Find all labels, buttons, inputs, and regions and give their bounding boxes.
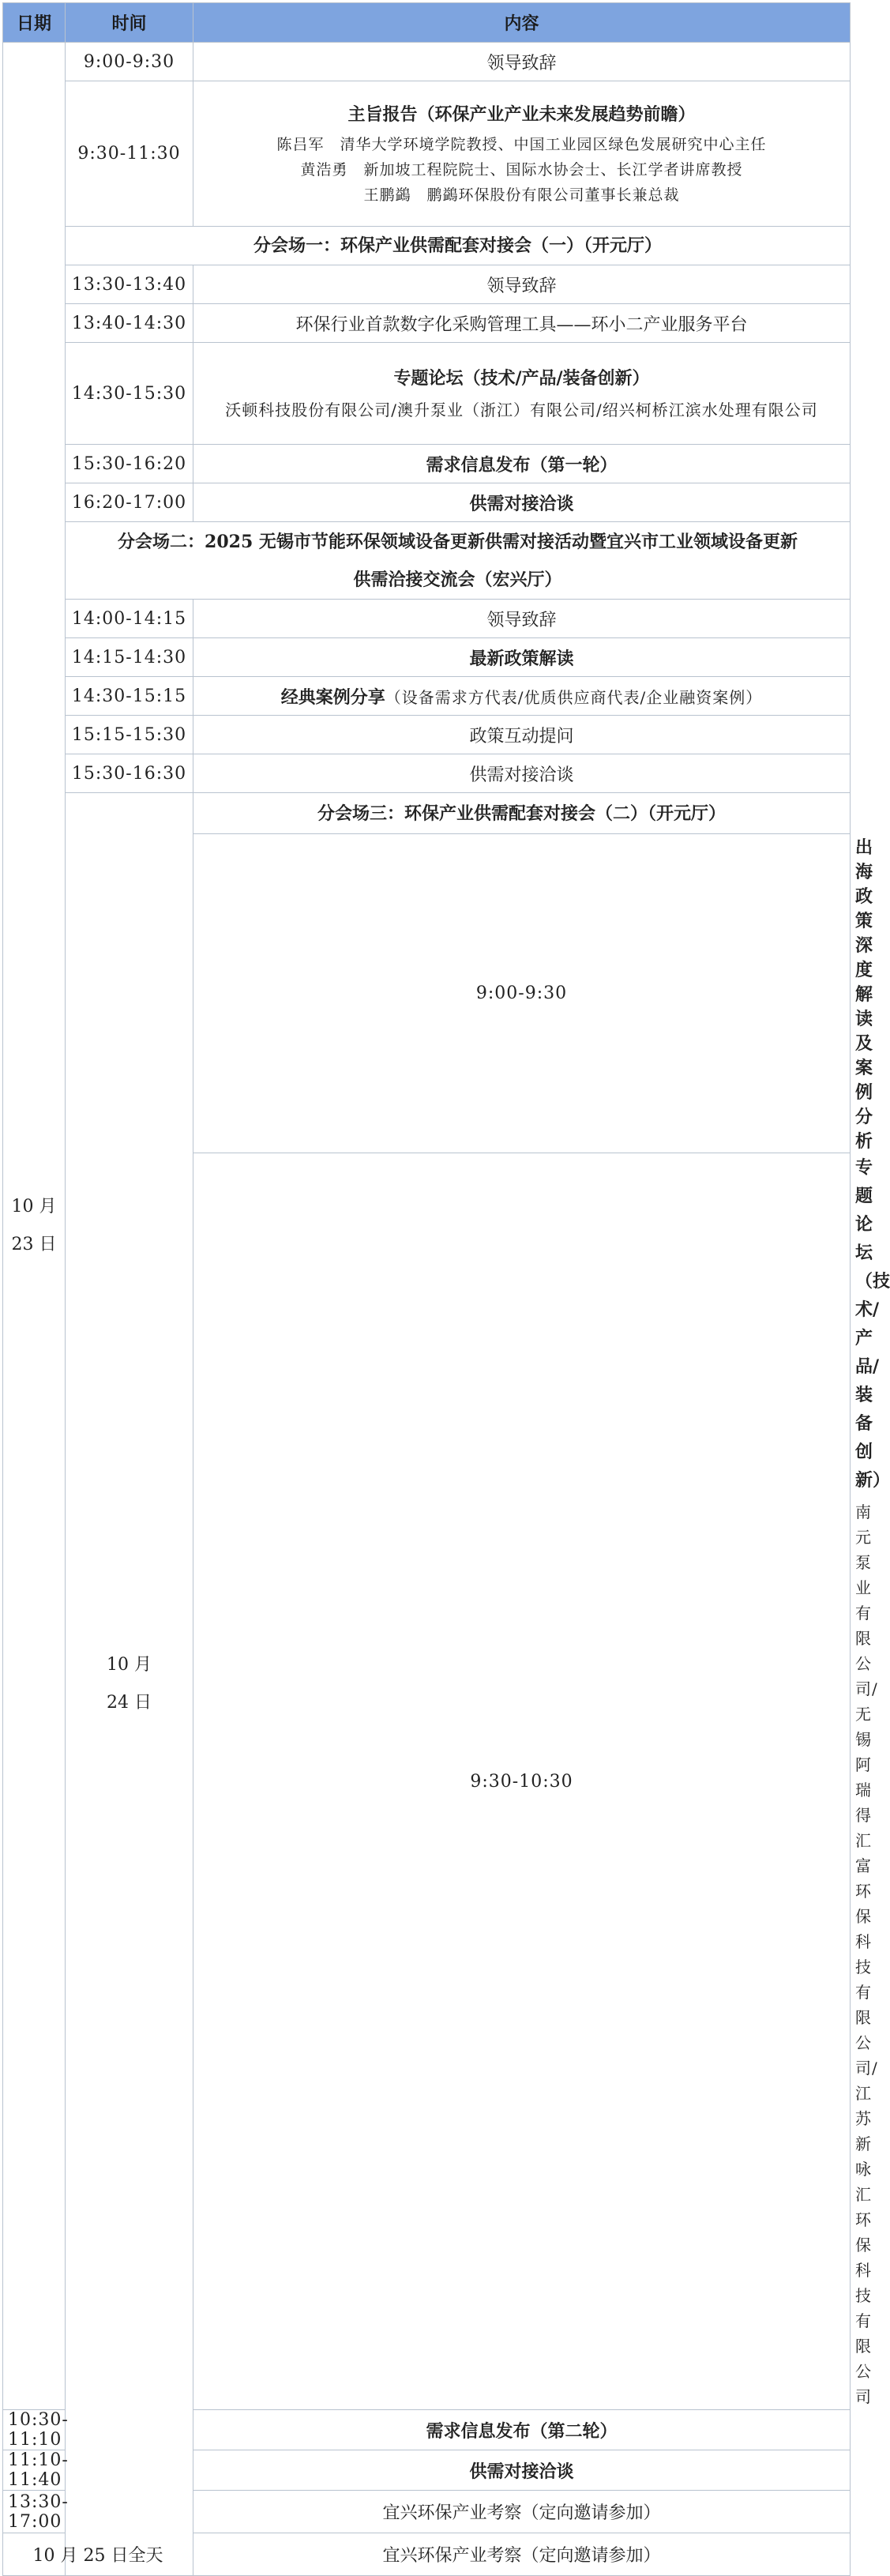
table-row: [3, 2533, 851, 2576]
header-row: [3, 3, 851, 43]
table-row: [3, 445, 851, 483]
time-cell: 9:00-9:30: [193, 834, 851, 1153]
content-cell: 需求信息发布（第二轮）: [193, 2410, 851, 2450]
date-day: 23 日: [11, 1235, 57, 1254]
speaker-line: 王鹏鷁 鹏鷁环保股份有限公司董事长兼总裁: [363, 186, 680, 204]
content-cell: [193, 81, 851, 227]
speaker-line: 黄浩勇 新加坡工程院院士、国际水协会士、长江学者讲席教授: [300, 160, 743, 179]
content-cell: 领导致辞: [193, 600, 851, 638]
table-row: [3, 304, 851, 343]
agenda-table: [2, 2, 890, 2576]
content-cell: [193, 343, 851, 445]
content-cell: 领导致辞: [193, 43, 851, 81]
header-time: 时间: [66, 3, 193, 43]
content-cell: 政策互动提问: [193, 716, 851, 754]
time-cell: 14:00-14:15: [66, 600, 193, 638]
header-date: 日期: [3, 3, 66, 43]
content-cell: 供需对接洽谈: [193, 483, 851, 522]
session-title: 分会场一：环保产业供需配套对接会（一）（开元厅）: [66, 227, 851, 265]
session-row: [3, 522, 851, 600]
time-cell: 13:40-14:30: [66, 304, 193, 343]
session-title: 分会场三：环保产业供需配套对接会（二）（开元厅）: [193, 793, 851, 834]
time-cell: 9:30-11:30: [66, 81, 193, 227]
table-row: [3, 754, 851, 793]
time-cell: 16:20-17:00: [66, 483, 193, 522]
content-cell: 最新政策解读: [193, 638, 851, 677]
table-row: 9:00-9:30 出海政策深度解读及案例分析: [3, 834, 851, 1153]
case-share-detail: （设备需求方代表/优质供应商代表/企业融资案例）: [385, 687, 763, 707]
speaker-line: 陈吕军 清华大学环境学院教授、中国工业园区绿色发展研究中心主任: [276, 135, 767, 153]
time-cell: 9:00-9:30: [66, 43, 193, 81]
header-content: 内容: [193, 3, 851, 43]
content-cell: 宜兴环保产业考察（定向邀请参加）: [193, 2491, 851, 2533]
table-row: [3, 638, 851, 677]
table-row: [3, 600, 851, 638]
session-title: [66, 522, 851, 600]
time-cell: 9:30-10:30: [193, 1153, 851, 2410]
table-row: 9:30-10:30 专题论坛（技术/产品/装备创新） 南元泵业有限公司/无锡阿瑞得汇富环保科技有限公司/江苏新咏汇环保科技有限公司: [3, 1153, 851, 2410]
date-cell-day1: [3, 43, 66, 2410]
session-title-line1: 分会场二：2025 无锡市节能环保领域设备更新供需对接活动暨宜兴市工业领域设备更新: [118, 531, 798, 552]
content-cell: 领导致辞: [193, 265, 851, 304]
content-cell: 环保行业首款数字化采购管理工具——环小二产业服务平台: [193, 304, 851, 343]
time-cell: 11:10-11:40: [3, 2450, 66, 2491]
table-row: [3, 716, 851, 754]
time-cell: 15:30-16:20: [66, 445, 193, 483]
date-day: 24 日: [107, 1693, 152, 1713]
time-cell: 15:30-16:30: [66, 754, 193, 793]
time-cell: 13:30-13:40: [66, 265, 193, 304]
session-row: [3, 227, 851, 265]
keynote-title: 主旨报告（环保产业产业未来发展趋势前瞻）: [347, 103, 696, 125]
time-cell: 10:30-11:10: [3, 2410, 66, 2450]
content-cell: 供需对接洽谈: [193, 754, 851, 793]
date-month: 10 月: [107, 1655, 152, 1675]
table-row: [3, 81, 851, 227]
date-month: 10 月: [11, 1197, 57, 1217]
table-row: [3, 483, 851, 522]
content-cell: 宜兴环保产业考察（定向邀请参加）: [193, 2533, 851, 2576]
time-cell: 13:30-17:00: [3, 2491, 66, 2533]
table-row: [3, 677, 851, 716]
table-row: [3, 265, 851, 304]
date-cell-day2: [66, 793, 193, 2576]
date-cell-day3: 10 月 25 日全天: [3, 2533, 193, 2576]
content-cell: 供需对接洽谈: [193, 2450, 851, 2491]
time-cell: 14:15-14:30: [66, 638, 193, 677]
forum-companies: 沃顿科技股份有限公司/澳升泵业（浙江）有限公司/绍兴柯桥江滨水处理有限公司: [225, 401, 818, 419]
forum-title: 专题论坛（技术/产品/装备创新）: [393, 368, 650, 389]
session-row: [3, 793, 851, 834]
table-row: [3, 43, 851, 81]
time-cell: 14:30-15:30: [66, 343, 193, 445]
session-title-line2: 供需洽接交流会（宏兴厅）: [353, 569, 562, 590]
time-cell: 15:15-15:30: [66, 716, 193, 754]
time-cell: 14:30-15:15: [66, 677, 193, 716]
content-cell: 需求信息发布（第一轮）: [193, 445, 851, 483]
table-row: [3, 343, 851, 445]
case-share-label: 经典案例分享: [280, 686, 385, 708]
content-cell: [193, 677, 851, 716]
